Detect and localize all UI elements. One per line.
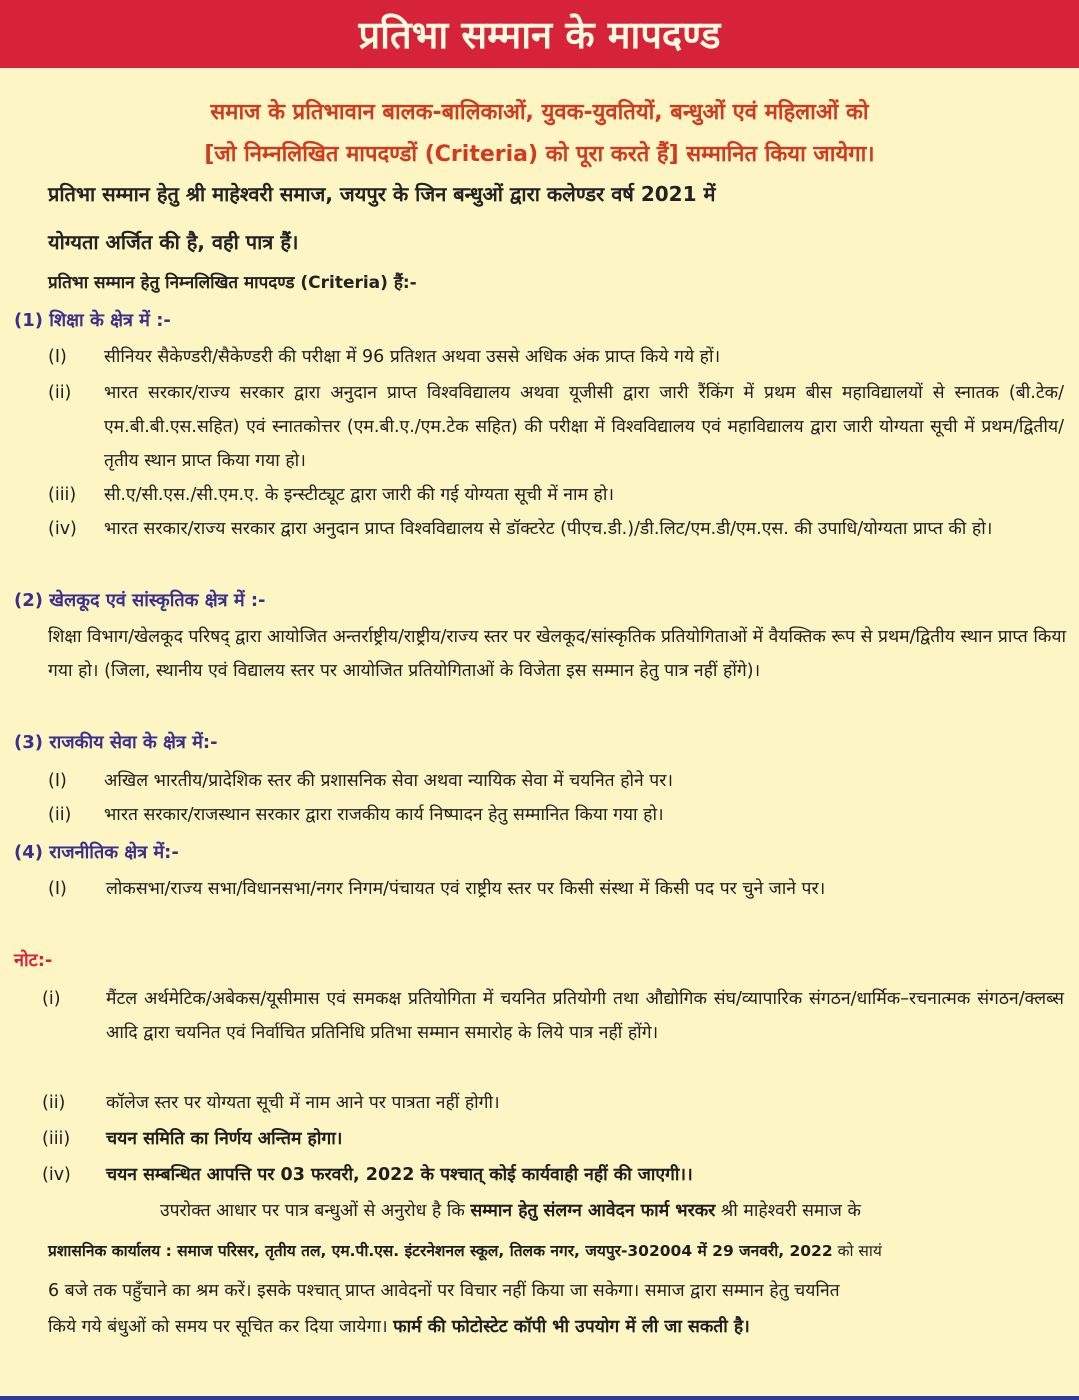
closing-text: श्री माहेश्वरी समाज के [715, 1201, 861, 1221]
item-number: (iv) [48, 519, 77, 539]
eligibility-line-1: प्रतिभा सम्मान हेतु श्री माहेश्वरी समाज, जयपुर के जिन बन्धुओं द्वारा कलेण्डर वर्ष 2021 में [48, 182, 716, 206]
education-item-3: सी.ए/सी.एस./सी.एम.ए. के इन्स्टीट्यूट द्वारा जारी की गई योग्यता सूची में नाम हो। [104, 485, 614, 505]
govt-service-item-1: अखिल भारतीय/प्रादेशिक स्तर की प्रशासनिक सेवा अथवा न्यायिक सेवा में चयनित होने पर। [104, 771, 674, 791]
item-number: (iii) [48, 485, 77, 505]
closing-line-3: 6 बजे तक पहुँचाने का श्रम करें। इसके पश्चात् प्राप्त आवेदनों पर विचार नहीं किया जा सकेगा। समाज द्वारा सम्मान हेतु चयनित [48, 1281, 840, 1301]
criteria-heading: प्रतिभा सम्मान हेतु निम्नलिखित मापदण्ड (Criteria) हैं:- [48, 273, 417, 293]
note-item-1: मैंटल अर्थमेटिक/अबेकस/यूसीमास एवं समकक्ष प्रतियोगिता में चयनित प्रतियोगी तथा औद्योगिक संघ/व्यापारिक संगठन/धार्मिक–रचनात्मक संगठन/क्लब्स आदि द्वारा चयनित एवं निर्वाचित प्रतिनिधि प्रतिभा सम्मान समारोह के लिये पात्र नहीं होंगे। [106, 989, 1064, 1043]
page-title: प्रतिभा सम्मान के मापदण्ड [358, 13, 721, 57]
item-number: (iv) [42, 1165, 71, 1185]
title-banner [0, 0, 1079, 68]
item-number: (iii) [42, 1129, 71, 1149]
intro-line-2: [जो निम्नलिखित मापदण्डों (Criteria) को पूरा करते हैं] सम्मानित किया जायेगा। [204, 142, 875, 167]
closing-emphasis: फार्म की फोटोस्टेट कॉपी भी उपयोग में ली जा सकती है। [393, 1317, 750, 1337]
eligibility-line-2: योग्यता अर्जित की है, वही पात्र हैं। [48, 230, 299, 254]
govt-service-item-2: भारत सरकार/राजस्थान सरकार द्वारा राजकीय कार्य निष्पादन हेतु सम्मानित किया गया हो। [104, 805, 664, 825]
section-education-heading: (1) शिक्षा के क्षेत्र में :- [14, 310, 171, 331]
education-item-1: सीनियर सैकेण्डरी/सैकेण्डरी की परीक्षा में 96 प्रतिशत अथवा उससे अधिक अंक प्राप्त किये गये हों। [104, 347, 721, 367]
section-govt-service-heading: (3) राजकीय सेवा के क्षेत्र में:- [14, 732, 218, 753]
politics-item-1: लोकसभा/राज्य सभा/विधानसभा/नगर निगम/पंचायत एवं राष्ट्रीय स्तर पर किसी संस्था में किसी पद पर चुने जाने पर। [106, 879, 826, 899]
note-item-3: चयन समिति का निर्णय अन्तिम होगा। [106, 1129, 343, 1149]
closing-text: किये गये बंधुओं को समय पर सूचित कर दिया जायेगा। [48, 1317, 394, 1337]
item-number: (I) [48, 879, 67, 899]
note-heading: नोट:- [14, 950, 53, 971]
item-number: (I) [48, 771, 67, 791]
bottom-border [0, 1396, 1079, 1400]
intro-line-1: समाज के प्रतिभावान बालक-बालिकाओं, युवक-युवतियों, बन्धुओं एवं महिलाओं को [210, 100, 869, 125]
note-item-2: कॉलेज स्तर पर योग्यता सूची में नाम आने पर पात्रता नहीं होगी। [106, 1093, 500, 1113]
education-item-2: भारत सरकार/राज्य सरकार द्वारा अनुदान प्राप्त विश्वविद्यालय अथवा यूजीसी द्वारा जारी रैंकिंग में प्रथम बीस महाविद्यालयों से स्नातक (बी.टेक/एम.बी.बी.एस.सहित) एवं स्नातकोत्तर (एम.बी.ए./एम.टेक सहित) की परीक्षा में विश्वविद्यालय एवं महाविद्यालय द्वारा जारी योग्यता सूची में प्रथम/द्वितीय/तृतीय स्थान प्राप्त किया गया हो। [104, 383, 1064, 471]
item-number: (ii) [48, 383, 72, 403]
item-number: (i) [42, 989, 61, 1009]
closing-emphasis: सम्मान हेतु संलग्न आवेदन फार्म भरकर [470, 1201, 716, 1221]
office-address: प्रशासनिक कार्यालय : समाज परिसर, तृतीय तल, एम.पी.एस. इंटरनेशनल स्कूल, तिलक नगर, जयपुर-302004 में 29 जनवरी, 2022 [48, 1242, 833, 1260]
closing-text: को सायं [832, 1242, 882, 1260]
sports-text: शिक्षा विभाग/खेलकूद परिषद् द्वारा आयोजित अन्तर्राष्ट्रीय/राष्ट्रीय/राज्य स्तर पर खेलकूद/सांस्कृतिक प्रतियोगिताओं में वैयक्तिक रूप से प्रथम/द्वितीय स्थान प्राप्त किया गया हो। (जिला, स्थानीय एवं विद्यालय स्तर पर आयोजित प्रतियोगिताओं के विजेता इस सम्मान हेतु पात्र नहीं होंगे)। [48, 627, 1066, 681]
closing-line-2 [48, 1234, 1066, 1268]
closing-line-1 [160, 1194, 1066, 1228]
closing-text: उपरोक्त आधार पर पात्र बन्धुओं से अनुरोध है कि [160, 1201, 471, 1221]
section-sports-heading: (2) खेलकूद एवं सांस्कृतिक क्षेत्र में :- [14, 590, 266, 611]
section-politics-heading: (4) राजनीतिक क्षेत्र में:- [14, 842, 179, 863]
closing-line-4 [48, 1310, 1066, 1344]
note-item-4: चयन सम्बन्धित आपत्ति पर 03 फरवरी, 2022 के पश्चात् कोई कार्यवाही नहीं की जाएगी।। [106, 1165, 693, 1185]
item-number: (ii) [48, 805, 72, 825]
item-number: (I) [48, 347, 67, 367]
education-item-4: भारत सरकार/राज्य सरकार द्वारा अनुदान प्राप्त विश्वविद्यालय से डॉक्टरेट (पीएच.डी.)/डी.लिट/एम.डी/एम.एस. की उपाधि/योग्यता प्राप्त की हो। [104, 519, 993, 539]
item-number: (ii) [42, 1093, 66, 1113]
